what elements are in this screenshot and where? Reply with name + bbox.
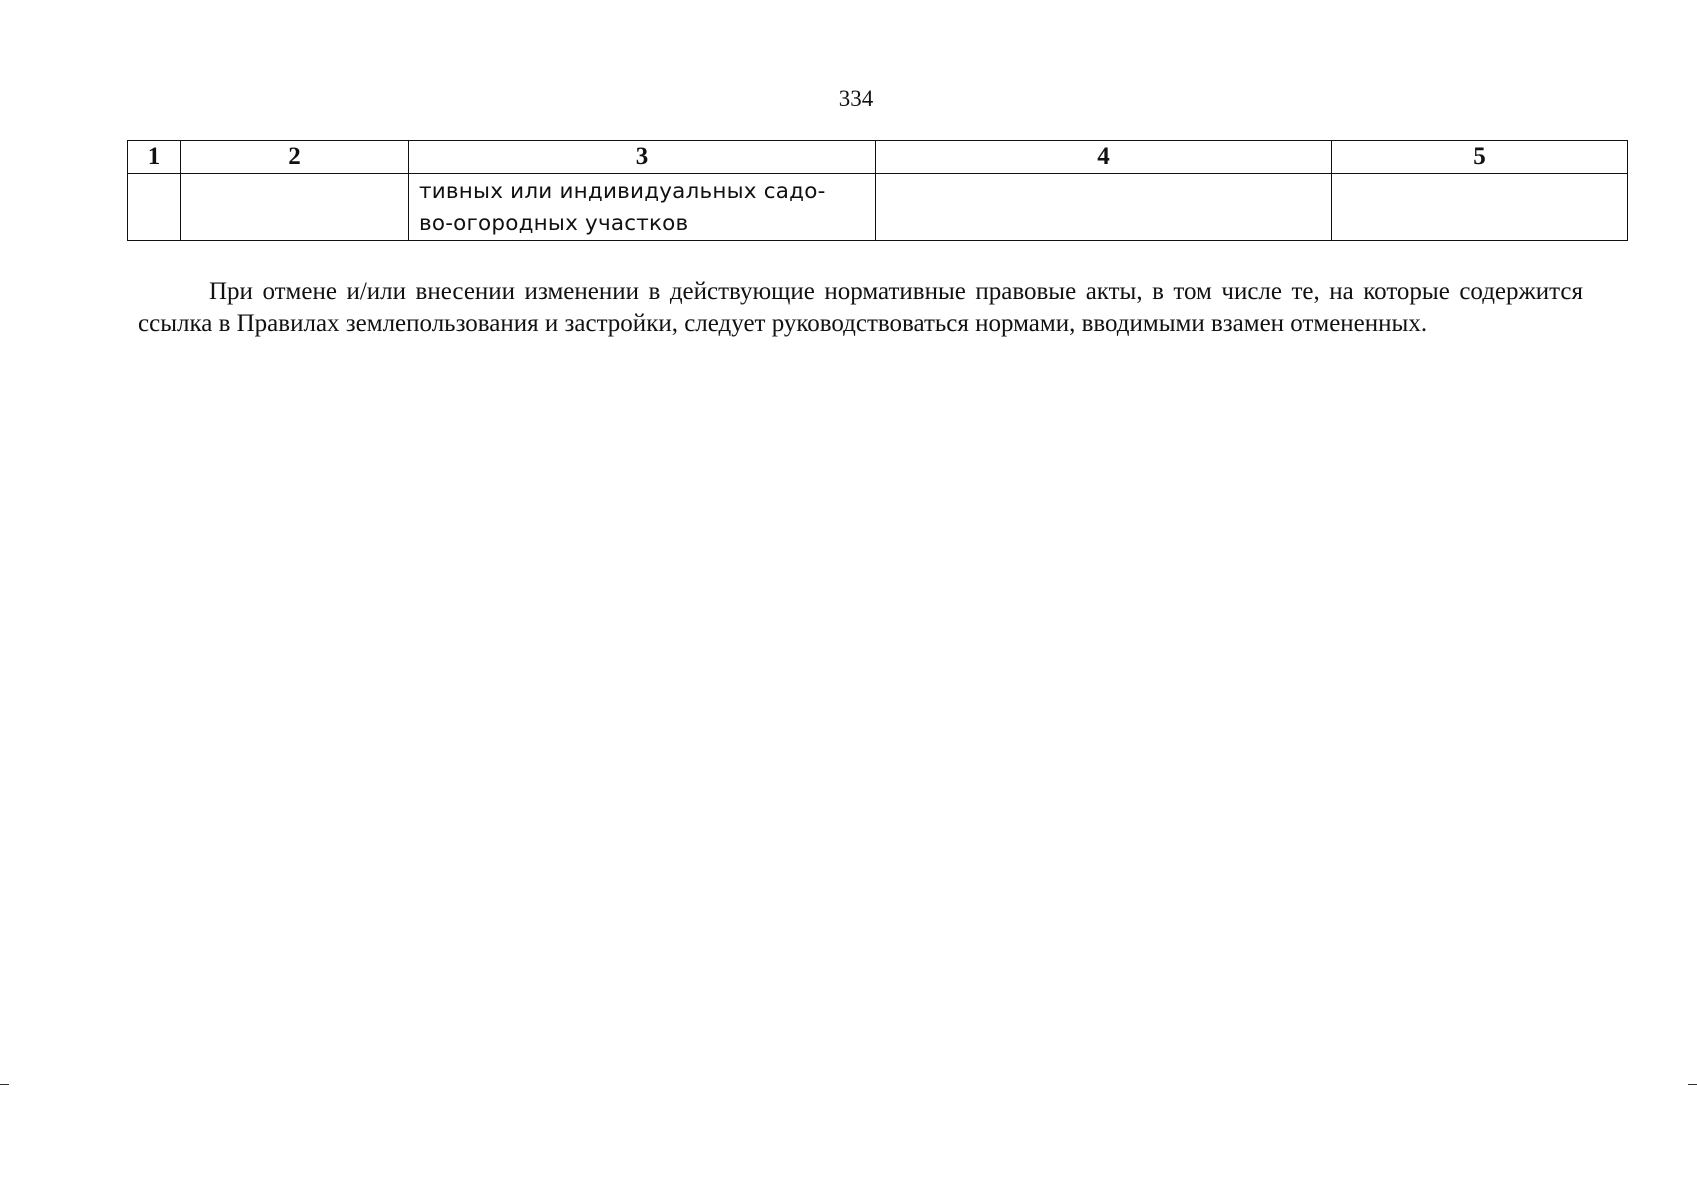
cell-text: тивных или индивидуальных садо- во-огородных участков — [419, 179, 826, 236]
document-table — [127, 140, 1628, 241]
cell-text — [876, 174, 1331, 176]
table-cell-col-5 — [1332, 174, 1628, 241]
cell-text — [128, 174, 180, 176]
cell-text — [1332, 174, 1627, 176]
scan-edge-mark-right — [1688, 1084, 1697, 1085]
table-row — [128, 174, 1628, 241]
table-header-row — [128, 141, 1628, 174]
column-header-3: 3 — [409, 141, 876, 174]
column-header-2: 2 — [181, 141, 409, 174]
column-header-5: 5 — [1332, 141, 1628, 174]
cell-text — [181, 174, 408, 176]
table-cell-col-1 — [128, 174, 181, 241]
table-cell-col-4 — [876, 174, 1332, 241]
body-paragraph: При отмене и/или внесении изменении в действующие нормативные правовые акты, в том числе те, на которые содержится ссылка в Правилах землепользования и застройки, следует руководствоваться нормами, вводимыми взамен отмененных. — [138, 278, 1583, 337]
table-cell-col-2 — [181, 174, 409, 241]
page-number: 334 — [838, 86, 874, 111]
column-header-1: 1 — [128, 141, 181, 174]
column-header-4: 4 — [876, 141, 1332, 174]
scan-edge-mark-left — [0, 1084, 9, 1085]
table-cell-col-3 — [409, 174, 876, 241]
